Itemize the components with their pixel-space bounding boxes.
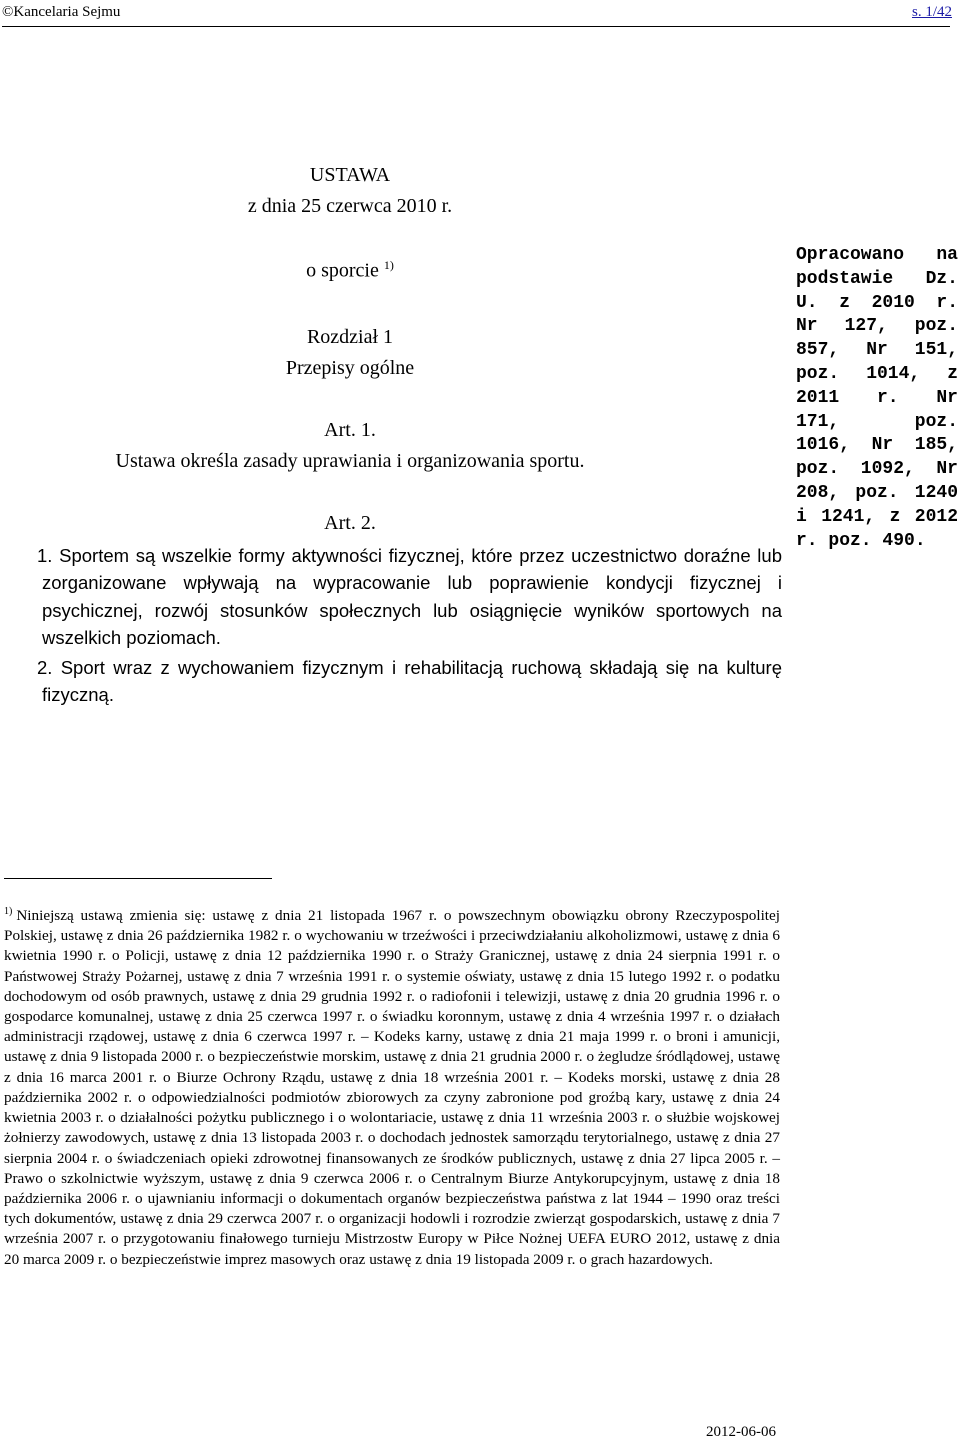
page-number-link[interactable]: s. 1/42	[911, 4, 952, 20]
margin-source-note: Opracowano na podstawie Dz. U. z 2010 r. Nr 127, poz. 857, Nr 151, poz. 1014, z 2011 r. Nr 171, poz. 1016, Nr 185, poz. 1092, Nr 208, poz. 1240 i 1241, z 2012 r. poz. 490.	[796, 245, 958, 551]
article-1	[0, 415, 700, 477]
act-date: z dnia 25 czerwca 2010 r.	[247, 195, 453, 217]
footnote-divider	[4, 878, 272, 879]
act-type: USTAWA	[309, 164, 391, 186]
article-1-heading: Art. 1.	[324, 419, 376, 441]
article-1-text: Ustawa określa zasady uprawiania i organizowania sportu.	[115, 450, 585, 472]
chapter-name: Przepisy ogólne	[285, 357, 415, 379]
article-2-heading: Art. 2.	[324, 512, 376, 534]
document-date: 2012-06-06	[706, 1424, 776, 1440]
act-subject-text: o sporcie	[306, 259, 379, 282]
article-2-body	[37, 542, 782, 709]
article-2-paragraph-2: 2. Sport wraz z wychowaniem fizycznym i rehabilitacją ruchową składają się na kulturę fizyczną.	[37, 657, 782, 706]
chapter-heading	[0, 322, 700, 384]
header-divider	[2, 26, 950, 27]
footnote-text: Niniejszą ustawą zmienia się: ustawę z dnia 21 listopada 1967 r. o powszechnym obowiązku obrony Rzeczypospolitej Polskiej, ustawę z dnia 26 października 1982 r. o wychowaniu w trzeźwości i przeciwdziałaniu alkoholizmowi, ustawę z dnia 6 kwietnia 1990 r. o Policji, ustawę z dnia 12 października 1990 r. o Straży Granicznej, ustawę z dnia 24 sierpnia 1991 r. o Państwowej Straży Pożarnej, ustawę z dnia 7 września 1991 r. o systemie oświaty, ustawę z dnia 15 lutego 1992 r. o podatku dochodowym od osób prawnych, ustawę z dnia 29 grudnia 1992 r. o radiofonii i telewizji, ustawę z dnia 20 grudnia 1996 r. o gospodarce komunalnej, ustawę z dnia 25 czerwca 1997 r. o świadku koronnym, ustawę z dnia 4 września 1997 r. o działach administracji rządowej, ustawę z dnia 6 czerwca 1997 r. – Kodeks karny, ustawę z dnia 21 maja 1999 r. o broni i amunicji, ustawę z dnia 9 listopada 2000 r. o bezpieczeństwie morskim, ustawę z dnia 21 grudnia 2000 r. o żegludze śródlądowej, ustawę z dnia 16 marca 2001 r. o Biurze Ochrony Rządu, ustawę z dnia 18 września 2001 r. – Kodeks morski, ustawę z dnia 28 października 2002 r. o odpowiedzialności podmiotów zbiorowych za czyny zabronione pod groźbą kary, ustawę z dnia 24 kwietnia 2003 r. o działalności pożytku publicznego i o wolontariacie, ustawę z dnia 11 września 2003 r. o służbie wojskowej żołnierzy zawodowych, ustawę z dnia 13 listopada 2003 r. o dochodach jednostek samorządu terytorialnego, ustawę z dnia 27 sierpnia 2004 r. o świadczeniach opieki zdrowotnej finansowanych ze środków publicznych, ustawę z dnia 27 lipca 2005 r. – Prawo o szkolnictwie wyższym, ustawę z dnia 9 czerwca 2006 r. o Centralnym Biurze Antykorupcyjnym, ustawę z dnia 18 października 2006 r. o ujawnianiu informacji o dokumentach organów bezpieczeństwa państwa z lat 1944 – 1990 oraz treści tych dokumentów, ustawę z dnia 29 czerwca 2007 r. o organizacji hodowli i rozrodzie zwierząt gospodarskich, ustawę z dnia 7 września 2007 r. o przygotowaniu finałowego turnieju Mistrzostw Europy w Piłce Nożnej UEFA EURO 2012, ustawę z dnia 20 marca 2009 r. o bezpieczeństwie imprez masowych oraz ustawę z dnia 19 listopada 2009 r. o grach hazardowych.	[4, 907, 780, 1268]
header-publisher: ©Kancelaria Sejmu	[2, 4, 121, 20]
footnote-reference[interactable]: 1)	[383, 258, 394, 272]
page-number[interactable]	[912, 4, 952, 21]
footnote-mark: 1)	[4, 906, 13, 917]
footnote	[4, 902, 780, 1270]
chapter-number: Rozdział 1	[306, 326, 394, 348]
article-2-paragraph-1: 1. Sportem są wszelkie formy aktywności fizycznej, które przez uczestnictwo doraźne lub zorganizowane wpływają na wypracowanie lub poprawienie kondycji fizycznej i psychicznej, rozwój stosunków społecznych lub osiągnięcie wyników sportowych na wszelkich poziomach.	[37, 545, 782, 648]
act-title	[0, 160, 700, 222]
act-subject	[0, 258, 700, 283]
